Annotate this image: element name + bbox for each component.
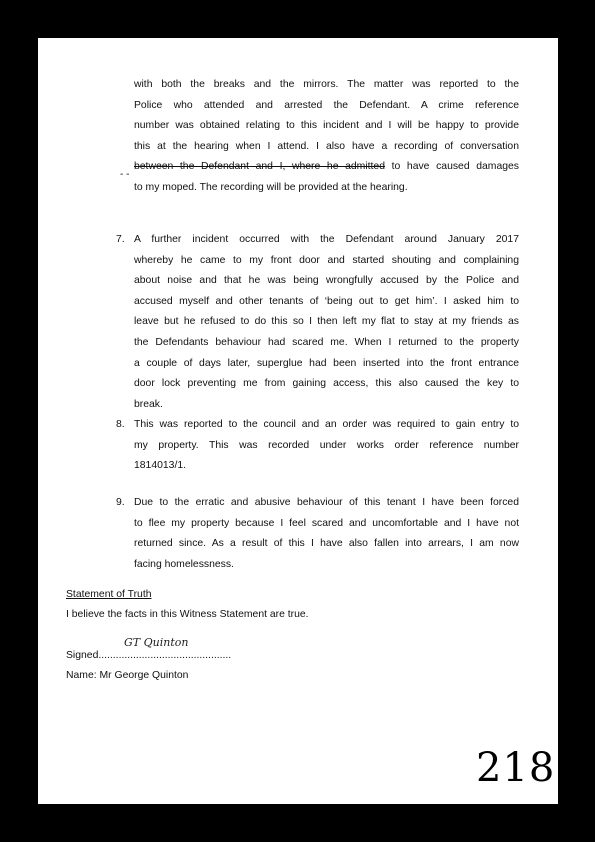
text-line: Due to the erratic and abusive behaviour of this tenant I have been forced [134, 497, 519, 508]
text-line: my property. This was recorded under works order reference number [134, 439, 519, 451]
handwritten-page-number: 218 [476, 745, 556, 791]
text-line: door lock preventing me from gaining access, this also caused the key to [134, 378, 519, 390]
text-line: This was reported to the council and an order was required to gain entry to [134, 419, 519, 430]
paragraph-6-continuation [134, 75, 519, 199]
text-line-struck [134, 157, 519, 178]
text-line: facing homelessness. [134, 558, 234, 570]
signature-dots: .............................................. [98, 650, 232, 661]
statement-of-truth-heading: Statement of Truth [66, 589, 152, 600]
text-line: accused myself and other tenants of ‘being out to get him’. I asked him to [134, 295, 519, 307]
text-line: a couple of days later, superglue had been inserted into the front entrance [134, 357, 519, 369]
text-line: to flee my property because I feel scared and uncomfortable and I have not [134, 517, 519, 529]
text-line: break. [134, 398, 163, 410]
handwritten-signature: GT Quinton [124, 636, 189, 649]
document-page [38, 38, 558, 804]
belief-statement: I believe the facts in this Witness Statement are true. [66, 609, 309, 620]
item-number: 7. [116, 234, 125, 245]
text-line: with both the breaks and the mirrors. The matter was reported to the [134, 79, 519, 90]
struck-text: between the Defendant and I, where he admitted [134, 161, 385, 173]
item-number: 8. [116, 419, 125, 430]
name-line: Name: Mr George Quinton [66, 670, 189, 681]
text-line: this at the hearing when I attend. I also have a recording of conversation [134, 140, 519, 152]
paragraph-7 [134, 230, 519, 415]
text-line: to my moped. The recording will be provided at the hearing. [134, 181, 408, 193]
paragraph-9 [134, 493, 519, 575]
text-line: number was obtained relating to this incident and I will be happy to provide [134, 120, 519, 132]
signed-label: Signed [66, 650, 99, 661]
paragraph-8 [134, 415, 519, 477]
text-line: leave but he refused to do this so I then left my flat to stay at my friends as [134, 316, 519, 328]
text-line: A further incident occurred with the Defendant around January 2017 [134, 234, 519, 245]
remainder-text: to have caused damages [384, 161, 519, 173]
text-line: Police who attended and arrested the Defendant. A crime reference [134, 99, 519, 111]
text-line: returned since. As a result of this I have also fallen into arrears, I am now [134, 538, 519, 550]
text-line: whereby he came to my front door and started shouting and complaining [134, 254, 519, 266]
item-number: 9. [116, 497, 125, 508]
text-line: about noise and that he was being wrongfully accused by the Police and [134, 275, 519, 287]
signed-line [66, 646, 231, 666]
text-line: the Defendants behaviour had scared me. When I returned to the property [134, 336, 519, 348]
margin-mark: - - [120, 169, 130, 180]
text-line: 1814013/1. [134, 460, 187, 472]
